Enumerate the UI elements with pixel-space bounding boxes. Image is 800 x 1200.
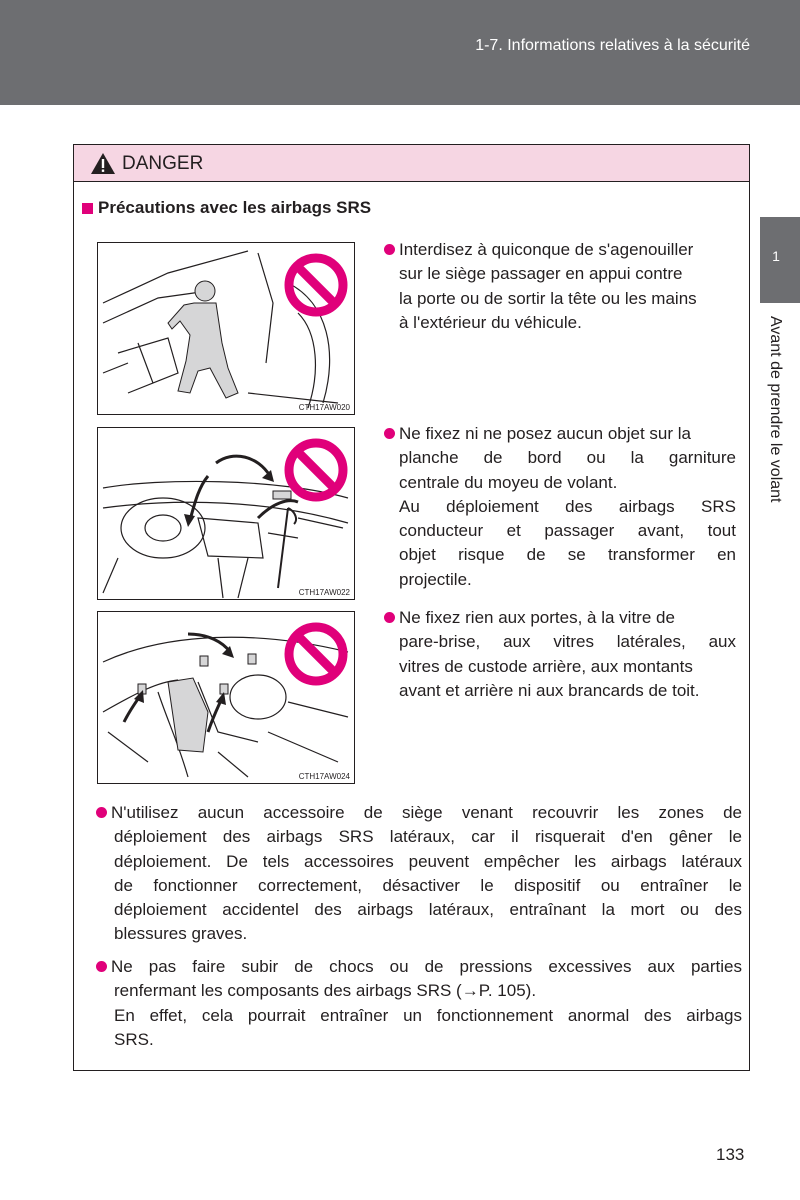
item-line: Au déploiement des airbags SRS — [399, 496, 736, 516]
bullet-icon — [96, 807, 107, 818]
danger-box — [73, 144, 750, 1071]
item-line: déploiement. De tels accessoires peuvent empêcher les airbags latéraux — [114, 851, 742, 871]
item-line: Ne pas faire subir de chocs ou de pressions excessives aux parties — [111, 957, 742, 976]
item-line: projectile. — [399, 569, 472, 589]
item-line: conducteur et passager avant, tout — [399, 521, 736, 541]
item-line: objet risque de se transformer en — [399, 545, 736, 565]
figure-code: CTH17AW020 — [298, 403, 350, 412]
illustration-drawing — [98, 243, 355, 415]
chapter-number: 1 — [772, 248, 780, 264]
figure-code: CTH17AW024 — [298, 772, 350, 781]
item-line: renfermant les composants des airbags SRS (→P. 105). — [114, 981, 537, 1001]
danger-label: DANGER — [122, 153, 204, 174]
bullet-icon — [384, 612, 395, 623]
item-line: Ne fixez ni ne posez aucun objet sur la — [399, 424, 692, 443]
section-title-text: Précautions avec les airbags SRS — [98, 198, 372, 217]
item-line: déploiement accidentel des airbags latéraux, entraînant la mort ou des — [114, 900, 742, 920]
item-line: pare-brise, aux vitres latérales, aux — [399, 632, 736, 652]
square-marker-icon — [82, 203, 93, 214]
item-line: N'utilisez aucun accessoire de siège venant recouvrir les zones de — [111, 803, 742, 822]
bullet-icon — [384, 244, 395, 255]
list-item — [384, 422, 736, 592]
bullet-icon — [96, 961, 107, 972]
illustration-drawing — [98, 612, 355, 784]
list-item — [384, 238, 736, 335]
illustration-drawing — [98, 428, 355, 600]
item-line: à l'extérieur du véhicule. — [399, 312, 582, 332]
chapter-label: Avant de prendre le volant — [767, 316, 784, 503]
warning-triangle-icon — [90, 152, 116, 175]
list-item — [96, 801, 742, 947]
item-line: déploiement des airbags SRS latéraux, car il risquerait d'en gêner le — [114, 827, 742, 847]
item-line: la porte ou de sortir la tête ou les mains — [399, 288, 697, 308]
item-line: Ne fixez rien aux portes, à la vitre de — [399, 608, 675, 627]
item-line: blessures graves. — [114, 924, 248, 944]
illustration-kneeling-passenger — [97, 242, 355, 415]
bullet-icon — [384, 428, 395, 439]
illustration-dashboard-objects — [97, 427, 355, 600]
list-item — [96, 955, 742, 1052]
section-title — [82, 198, 371, 218]
chapter-tab[interactable] — [760, 217, 800, 303]
item-line: planche de bord ou la garniture — [399, 448, 736, 468]
page-number: 133 — [716, 1145, 745, 1164]
list-item — [384, 606, 736, 703]
section-header-title: 1-7. Informations relatives à la sécurité — [475, 37, 750, 54]
item-line: vitres de custode arrière, aux montants — [399, 656, 693, 676]
illustration-door-pillar-objects — [97, 611, 355, 784]
item-line: En effet, cela pourrait entraîner un fonctionnement anormal des airbags — [114, 1005, 742, 1025]
item-line: SRS. — [114, 1029, 154, 1049]
figure-code: CTH17AW022 — [298, 588, 350, 597]
header-bar — [0, 0, 800, 105]
item-line: avant et arrière ni aux brancards de toit. — [399, 680, 700, 700]
danger-header — [74, 145, 749, 182]
item-line: sur le siège passager en appui contre — [399, 264, 683, 284]
item-line: de fonctionner correctement, désactiver le dispositif ou entraîner le — [114, 875, 742, 895]
item-line: centrale du moyeu de volant. — [399, 472, 618, 492]
item-line: Interdisez à quiconque de s'agenouiller — [399, 240, 694, 259]
